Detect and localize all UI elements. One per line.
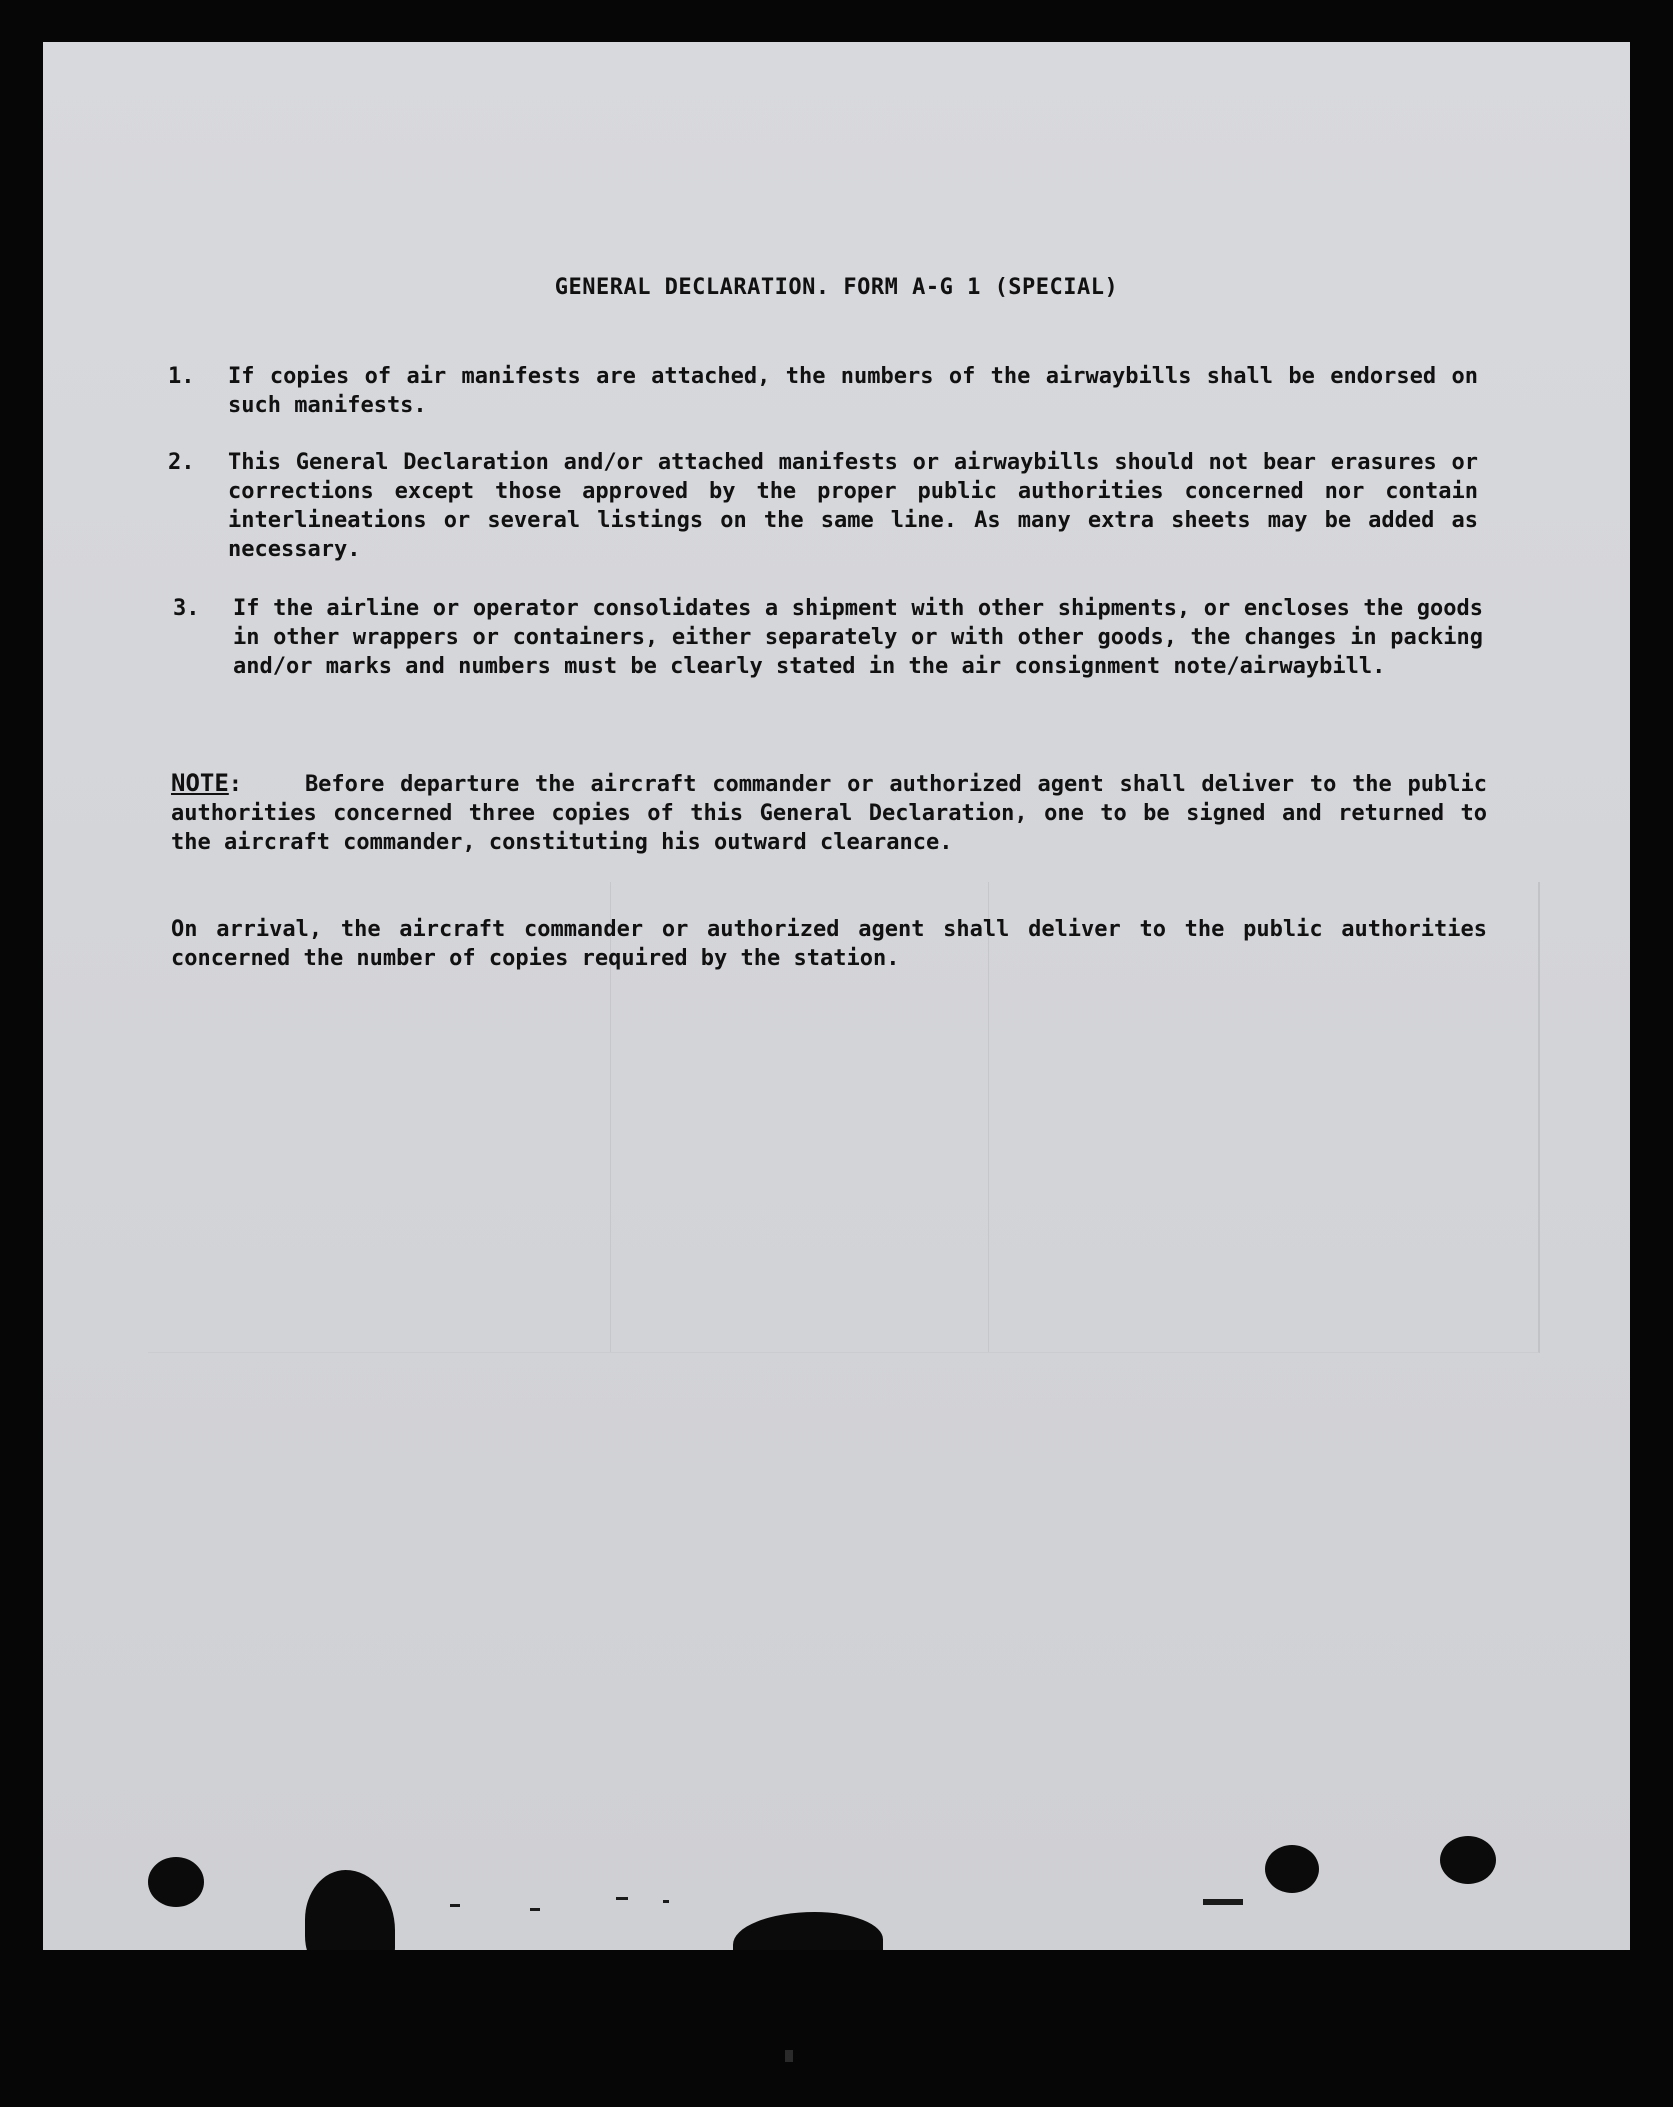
note-paragraph — [171, 769, 1487, 857]
document-title: GENERAL DECLARATION. FORM A-G 1 (SPECIAL) — [554, 275, 1119, 300]
item-number: 3. — [173, 596, 200, 621]
arrival-paragraph: On arrival, the aircraft commander or authorized agent shall deliver to the public authorities concerned the number of copies required by the station. — [171, 917, 1487, 971]
item-number: 2. — [168, 450, 195, 475]
ink-blot — [1440, 1836, 1496, 1884]
ink-speck — [616, 1897, 628, 1900]
note-colon: : — [228, 772, 305, 797]
film-speck — [785, 2050, 793, 2062]
item-text: If copies of air manifests are attached, the numbers of the airwaybills shall be endorsed on such manifests. — [228, 364, 1478, 418]
item-text: This General Declaration and/or attached manifests or airwaybills should not bear erasures or corrections except those approved by the proper public authorities concerned nor contain interlineations or several listings on the same line. As many extra sheets may be added as necessary. — [228, 450, 1478, 562]
ink-speck — [1203, 1899, 1243, 1905]
ink-speck — [663, 1900, 669, 1903]
ink-speck — [530, 1908, 540, 1911]
item-text: If the airline or operator consolidates a shipment with other shipments, or encloses the goods in other wrappers or containers, either separately or with other goods, the changes in packing and/or marks and numbers must be clearly stated in the air consignment note/airwaybill. — [233, 596, 1483, 679]
ink-blot — [148, 1857, 204, 1907]
note-text: Before departure the aircraft commander or authorized agent shall deliver to the public authorities concerned three copies of this General Declaration, one to be signed and returned to the aircraft commander, constituting his outward clearance. — [171, 772, 1487, 855]
ink-speck — [450, 1904, 460, 1907]
paper-sheet — [43, 42, 1630, 1950]
item-number: 1. — [168, 364, 195, 389]
note-label: NOTE — [171, 769, 229, 797]
ink-blot — [1265, 1845, 1319, 1893]
ink-smudge — [733, 1912, 883, 1950]
ink-smudge — [305, 1870, 395, 1950]
